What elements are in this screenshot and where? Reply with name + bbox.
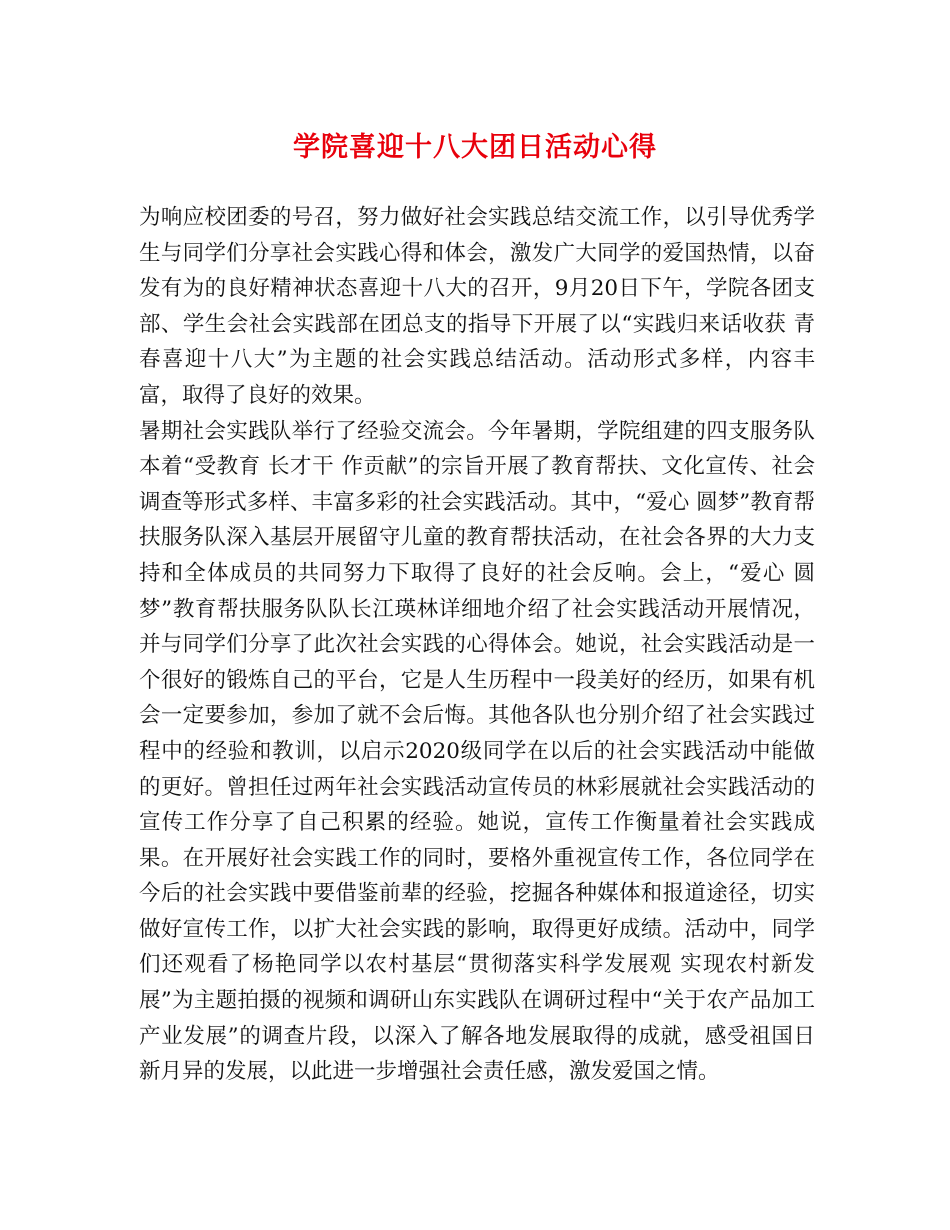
paragraph-exchange-meeting: 暑期社会实践队举行了经验交流会。今年暑期，学院组建的四支服务队本着“受教育 长才干 作贡献”的宗旨开展了教育帮扶、文化宣传、社会调查等形式多样、丰富多彩的社会实践活动。其中，“爱心 圆梦”教育帮扶服务队深入基层开展留守儿童的教育帮扶活动，在社会各界的大力支持和全体成员的共同努力下取得了良好的社会反响。会上，“爱心 圆梦”教育帮扶服务队队长江瑛林详细地介绍了社会实践活动开展情况，并与同学们分享了此次社会实践的心得体会。她说，社会实践活动是一个很好的锻炼自己的平台，它是人生历程中一段美好的经历，如果有机会一定要参加，参加了就不会后悔。其他各队也分别介绍了社会实践过程中的经验和教训，以启示2020级同学在以后的社会实践活动中能做的更好。曾担任过两年社会实践活动宣传员的林彩展就社会实践活动的宣传工作分享了自己积累的经验。她说，宣传工作衡量着社会实践成果。在开展好社会实践工作的同时，要格外重视宣传工作，各位同学在今后的社会实践中要借鉴前辈的经验，挖掘各种媒体和报道途径，切实做好宣传工作，以扩大社会实践的影响，取得更好成绩。活动中，同学们还观看了杨艳同学以农村基层“贯彻落实科学发展观 实现农村新发展”为主题拍摄的视频和调研山东实践队在调研过程中“关于农产品加工产业发展”的调查片段，以深入了解各地发展取得的成就，感受祖国日新月异的发展，以此进一步增强社会责任感，激发爱国之情。	[139, 418, 815, 1085]
document-body	[139, 200, 815, 1090]
paragraph-intro: 为响应校团委的号召，努力做好社会实践总结交流工作，以引导优秀学生与同学们分享社会实践心得和体会，激发广大同学的爱国热情，以奋发有为的良好精神状态喜迎十八大的召开，9月20日下午，学院各团支部、学生会社会实践部在团总支的指导下开展了以“实践归来话收获 青春喜迎十八大”为主题的社会实践总结活动。活动形式多样，内容丰富，取得了良好的效果。	[139, 205, 815, 408]
document-title: 学院喜迎十八大团日活动心得	[293, 132, 657, 163]
